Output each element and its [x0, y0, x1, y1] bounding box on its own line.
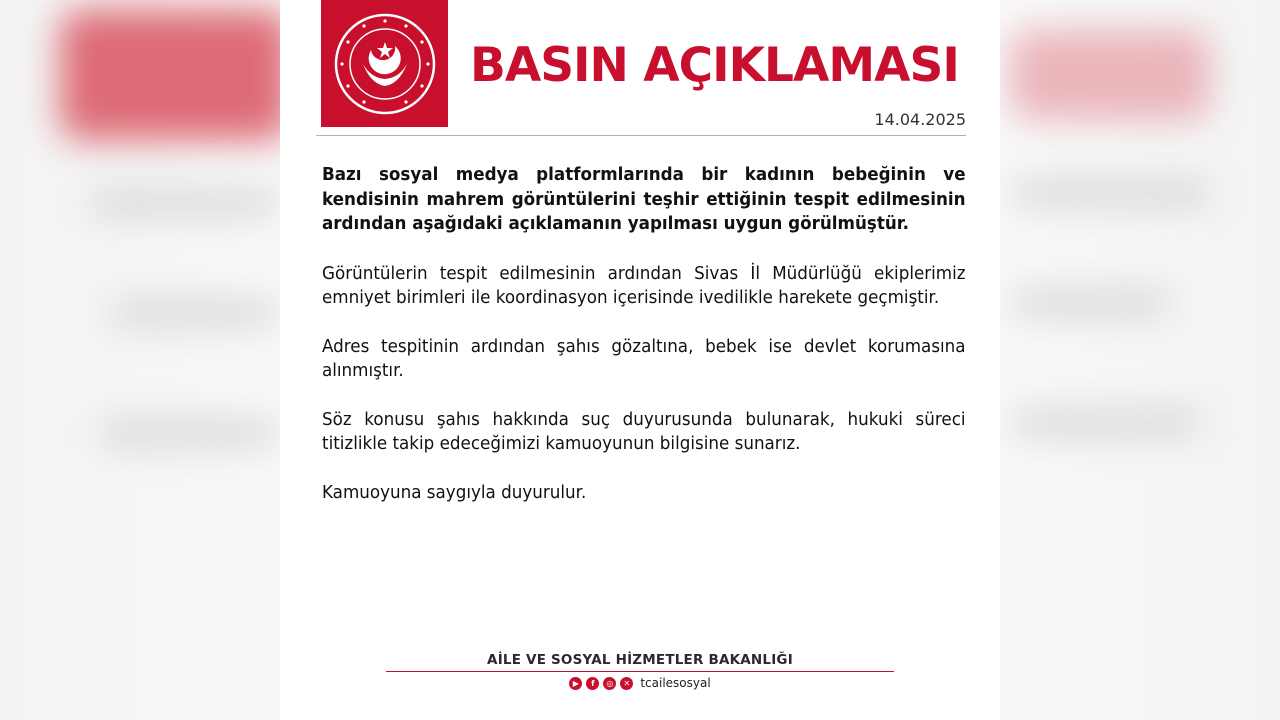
lead-paragraph: Bazı sosyal medya platformlarında bir kadının bebeğinin ve kendisinin mahrem görüntülerini teşhir ettiğinin tespit edilmesinin ardından aşağıdaki açıklamanın yapılması uygun görülmüştür.: [322, 164, 966, 234]
paragraph: Adres tespitinin ardından şahıs gözaltına, bebek ise devlet korumasına alınmıştır.: [322, 335, 966, 381]
instagram-icon[interactable]: ◎: [603, 677, 616, 690]
press-release-document: [280, 0, 1000, 720]
youtube-icon[interactable]: ▶: [569, 677, 582, 690]
page-title: BASIN AÇIKLAMASI: [470, 38, 959, 93]
x-icon[interactable]: ✕: [620, 677, 633, 690]
blurred-text-line: [100, 420, 280, 446]
blurred-text-line: [1010, 410, 1200, 436]
release-body: [322, 163, 966, 529]
social-handle[interactable]: tcailesosyal: [640, 676, 711, 690]
header-divider: [316, 135, 966, 136]
footer-divider: [386, 671, 894, 672]
ministry-logo: [321, 0, 448, 127]
paragraph: Söz konusu şahıs hakkında suç duyurusunda bulunarak, hukuki süreci titizlikle takip edeceğimizi kamuoyunun bilgisine sunarız.: [322, 408, 966, 454]
ministry-seal-icon: [333, 12, 437, 116]
paragraph: Görüntülerin tespit edilmesinin ardından Sivas İl Müdürlüğü ekiplerimiz emniyet birimleri ile koordinasyon içerisinde ivedilikle harekete geçmiştir.: [322, 262, 966, 308]
footer-ministry-name: AİLE VE SOSYAL HİZMETLER BAKANLIĞI: [487, 652, 793, 668]
blurred-title-right: [1010, 30, 1210, 120]
blurred-text-line: [110, 300, 280, 326]
social-links: [280, 676, 1000, 690]
blurred-text-line: [1010, 180, 1210, 206]
blurred-text-line: [90, 190, 280, 216]
blurred-logo-left: [60, 10, 290, 140]
release-date: 14.04.2025: [874, 110, 966, 129]
closing-paragraph: Kamuoyuna saygıyla duyurulur.: [322, 481, 587, 503]
facebook-icon[interactable]: f: [586, 677, 599, 690]
blurred-text-line: [1010, 290, 1170, 316]
